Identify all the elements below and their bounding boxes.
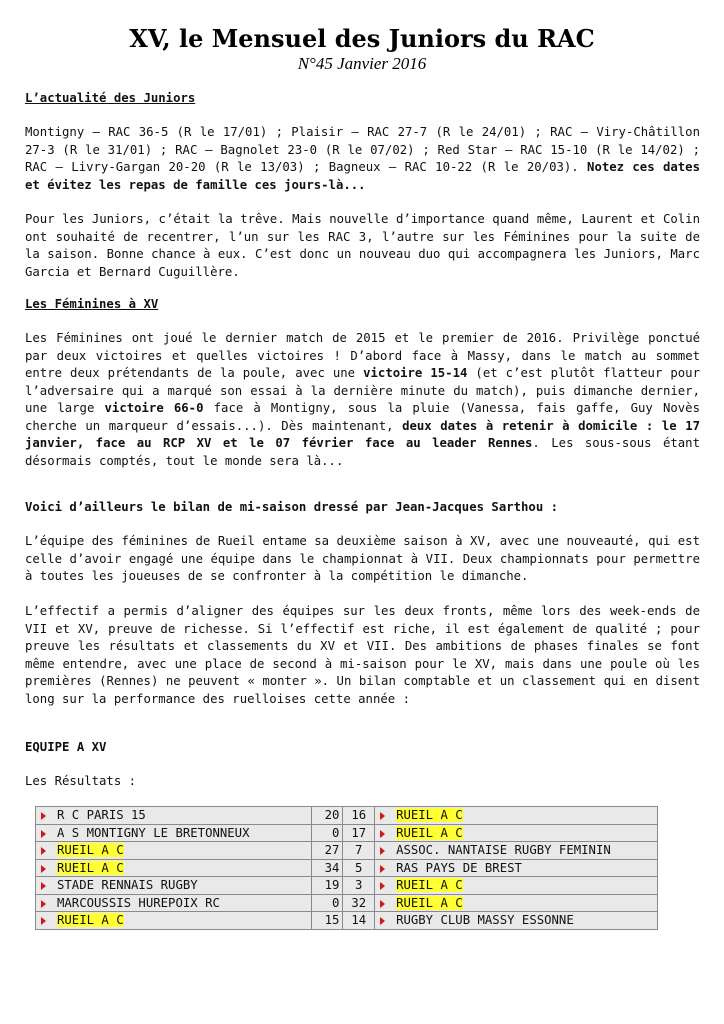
issue-subtitle: N°45 Janvier 2016 [297, 54, 427, 73]
bullet-arrow-icon [41, 900, 46, 908]
home-team-name: R C PARIS 15 [57, 808, 146, 823]
score-away-cell: 5 [343, 859, 375, 877]
bullet-arrow-icon [41, 882, 46, 890]
away-team-cell [375, 912, 658, 930]
score-away-cell: 16 [343, 807, 375, 825]
home-team-name: RUEIL A C [57, 913, 124, 928]
away-team-name: RUEIL A C [396, 808, 463, 823]
home-team-name: A S MONTIGNY LE BRETONNEUX [57, 825, 250, 840]
home-team-cell [36, 894, 312, 912]
bullet-arrow-icon [380, 847, 385, 855]
feminines-victory-1: victoire 15-14 [363, 366, 468, 380]
feminines-text-g: . Les sous-sous étant désormais comptés, tout le monde sera là... [25, 436, 700, 468]
result-row [36, 842, 658, 860]
score-away-cell: 7 [343, 842, 375, 860]
home-team-name: STADE RENNAIS RUGBY [57, 878, 198, 893]
team-heading [25, 739, 700, 757]
result-row [36, 877, 658, 895]
score-home-cell: 0 [311, 824, 343, 842]
away-team-cell [375, 842, 658, 860]
score-home-cell: 20 [311, 807, 343, 825]
bullet-arrow-icon [380, 900, 385, 908]
away-team-name: RAS PAYS DE BREST [396, 860, 522, 875]
score-away-cell: 32 [343, 894, 375, 912]
bullet-arrow-icon [41, 830, 46, 838]
feminines-text-c: (et c’est plutôt flatteur pour l’adversaire qui a marqué son essai à la dernière minute du match), puis dimanche dernier, une large [25, 366, 700, 415]
result-row [36, 859, 658, 877]
bullet-arrow-icon [41, 847, 46, 855]
score-away-cell: 3 [343, 877, 375, 895]
feminines-text-a: Les Féminines ont joué le dernier match de 2015 et le premier de 2016. Privilège ponctué par deux victoires et quelles victoires ! D’abord face à Massy, dans le match au sommet entre deux prétendants de la poule, avec une [25, 331, 700, 380]
away-team-cell [375, 807, 658, 825]
away-team-name: RUEIL A C [396, 825, 463, 840]
bilan-paragraph-1: L’équipe des féminines de Rueil entame sa deuxième saison à XV, avec une nouveauté, qui est celle d’avoir engagé une équipe dans le championnat à VII. Deux championnats pour permettre à toutes les joueuses de se confronter à la compétition le dimanche. [25, 534, 700, 583]
feminines-victory-2: victoire 66-0 [104, 401, 204, 415]
juniors-heading: L’actualité des Juniors [25, 91, 196, 105]
score-home-cell: 34 [311, 859, 343, 877]
bullet-arrow-icon [41, 812, 46, 820]
bullet-arrow-icon [380, 882, 385, 890]
result-row [36, 807, 658, 825]
home-team-cell [36, 912, 312, 930]
home-team-cell [36, 807, 312, 825]
score-home-cell: 0 [311, 894, 343, 912]
juniors-dates-note: Notez ces dates et évitez les repas de famille ces jours-là... [25, 160, 700, 192]
bilan-paragraph-2: L’effectif a permis d’aligner des équipes sur les deux fronts, même lors des week-ends de VII et XV, preuve de richesse. Si l’effectif est riche, il est également de qualité ; pour preuve les résultats et classements du XV et VII. Des ambitions de phases finales se font même entendre, avec une place de second à mi-saison pour le XV, mais dans une poule où les premières (Rennes) ne peuvent « monter ». Un bilan comptable et un classement qui en disent long sur la performance des ruelloises cette année : [25, 604, 700, 706]
score-home-cell: 15 [311, 912, 343, 930]
home-team-name: RUEIL A C [57, 843, 124, 858]
score-away-cell: 14 [343, 912, 375, 930]
home-team-cell [36, 859, 312, 877]
bullet-arrow-icon [41, 865, 46, 873]
feminines-dates-highlight: deux dates à retenir à domicile : le 17 janvier, face au RCP XV et le 07 février face au leader Rennes [25, 418, 701, 450]
juniors-dates: Montigny – RAC 36-5 (R le 17/01) ; Plaisir – RAC 27-7 (R le 24/01) ; RAC – Viry-Châtillon 27-3 (R le 31/01) ; RAC – Bagnolet 23-0 (R le 07/02) ; Red Star – RAC 15-10 (R le 14/02) ; RAC – Livry-Gargan 20-20 (R le 13/03) ; Bagneux – RAC 10-22 (R le 20/03). [25, 125, 700, 174]
juniors-dates-paragraph [25, 124, 700, 194]
away-team-cell [375, 894, 658, 912]
bullet-arrow-icon [41, 917, 46, 925]
bilan-heading-text: Voici d’ailleurs le bilan de mi-saison dressé par Jean-Jacques Sarthou : [25, 500, 559, 514]
feminines-heading: Les Féminines à XV [25, 297, 159, 311]
home-team-name: MARCOUSSIS HUREPOIX RC [57, 895, 220, 910]
bilan-heading [25, 499, 700, 517]
result-row [36, 894, 658, 912]
page-title: XV, le Mensuel des Juniors du RAC [129, 24, 595, 53]
away-team-name: RUGBY CLUB MASSY ESSONNE [396, 913, 574, 928]
feminines-paragraph [25, 330, 700, 470]
bullet-arrow-icon [380, 865, 385, 873]
away-team-name: ASSOC. NANTAISE RUGBY FEMININ [396, 843, 611, 858]
away-team-cell [375, 877, 658, 895]
home-team-cell [36, 877, 312, 895]
result-row [36, 912, 658, 930]
home-team-cell [36, 842, 312, 860]
score-home-cell: 27 [311, 842, 343, 860]
section-heading-feminines [25, 296, 700, 314]
results-table [35, 806, 658, 930]
feminines-text-e: face à Montigny, sous la pluie (Vanessa, fais gaffe, Guy Novès cherche un marqueur d’essais...). Dès maintenant, [25, 401, 700, 433]
bullet-arrow-icon [380, 812, 385, 820]
bullet-arrow-icon [380, 830, 385, 838]
away-team-name: RUEIL A C [396, 878, 463, 893]
away-team-name: RUEIL A C [396, 895, 463, 910]
team-heading-text: EQUIPE A XV [25, 740, 107, 754]
section-heading-juniors [25, 90, 700, 108]
results-table-body [36, 807, 658, 930]
result-row [36, 824, 658, 842]
score-away-cell: 17 [343, 824, 375, 842]
away-team-cell [375, 859, 658, 877]
results-label: Les Résultats : [25, 774, 137, 788]
bullet-arrow-icon [380, 917, 385, 925]
home-team-cell [36, 824, 312, 842]
juniors-paragraph: Pour les Juniors, c’était la trêve. Mais nouvelle d’importance quand même, Laurent et Colin ont souhaité de recentrer, l’un sur les RAC 3, l’autre sur les Féminines pour la suite de la saison. Bonne chance à eux. C’est donc un nouveau duo qui accompagnera les Juniors, Marc Garcia et Bernard Cuguillère. [25, 212, 700, 279]
score-home-cell: 19 [311, 877, 343, 895]
home-team-name: RUEIL A C [57, 860, 124, 875]
away-team-cell [375, 824, 658, 842]
